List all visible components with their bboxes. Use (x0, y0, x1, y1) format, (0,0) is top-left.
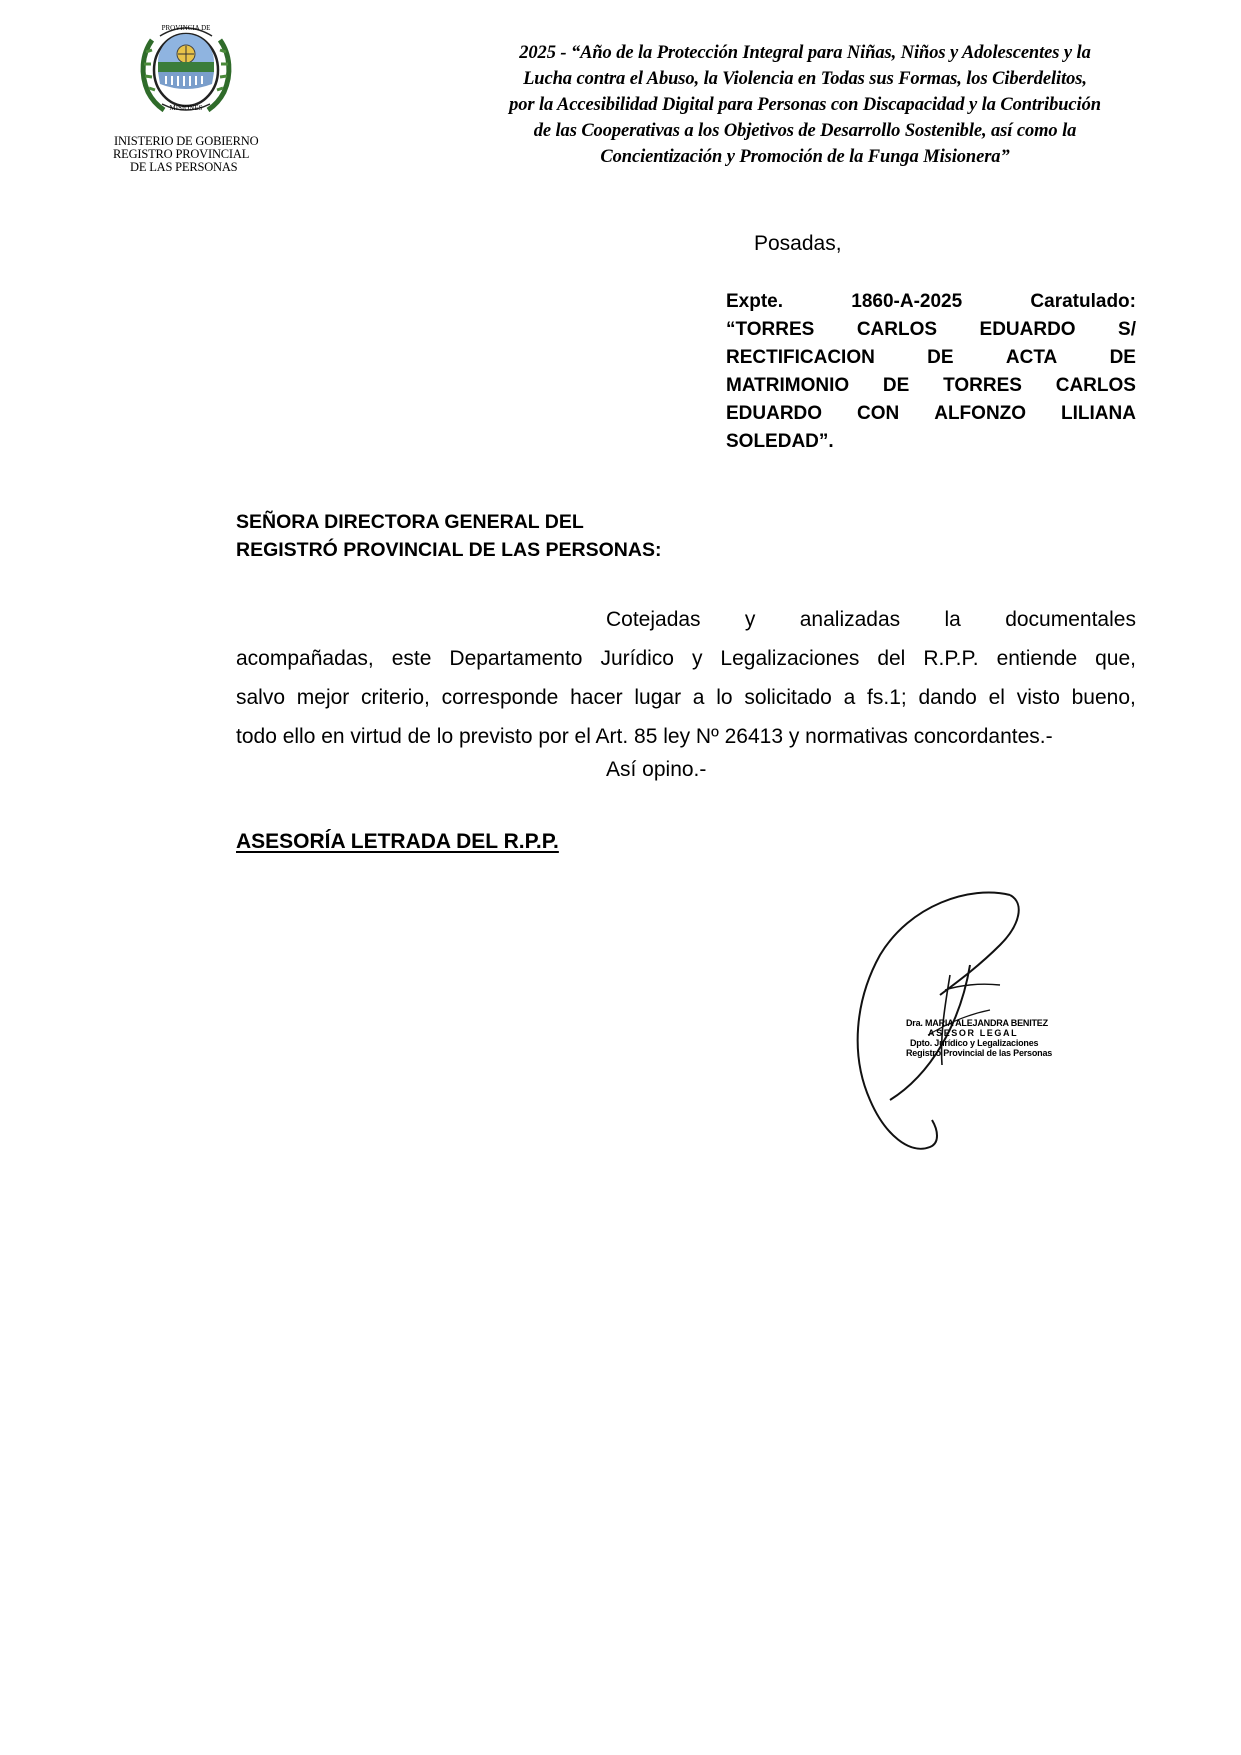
case-word: EDUARDO (726, 403, 823, 424)
case-reference-line (726, 372, 1136, 400)
case-word: DE (927, 347, 954, 368)
stamp-line: Dra. MARIA ALEJANDRA BENITEZ (906, 1018, 1048, 1028)
body-word: R.P.P. (923, 647, 979, 670)
stamp-line: Dpto. Jurídico y Legalizaciones (910, 1038, 1039, 1048)
body-word: Cotejadas (606, 608, 701, 631)
body-word: y (744, 608, 756, 631)
case-reference-line (726, 288, 1136, 316)
body-word: salvo (236, 686, 286, 709)
case-word: LILIANA (1061, 403, 1136, 424)
case-word: ACTA (1005, 347, 1058, 368)
body-word: acompañadas, (236, 647, 374, 670)
place-line: Posadas, (754, 232, 842, 255)
case-word: MATRIMONIO (726, 375, 850, 396)
case-reference-line (726, 316, 1136, 344)
body-word: la (944, 608, 961, 631)
case-word: ALFONZO (934, 403, 1027, 424)
signature-stamp (906, 1018, 1066, 1058)
year-motto-line: 2025 - “Año de la Protección Integral para Niñas, Niños y Adolescentes y la (519, 43, 1091, 63)
body-word: mejor (296, 686, 350, 709)
body-word: Departamento (449, 647, 583, 670)
case-word: Caratulado: (1030, 291, 1136, 312)
year-motto-line: Concientización y Promoción de la Funga Misionera” (600, 147, 1010, 167)
body-paragraph (236, 600, 1136, 756)
case-word: CON (857, 403, 900, 424)
body-word: Legalizaciones (720, 647, 860, 670)
case-word: S/ (1118, 319, 1136, 340)
agency-line: INISTERIO DE GOBIERNO (114, 134, 259, 148)
body-first-line (236, 600, 1136, 639)
body-word: visto (1016, 686, 1060, 709)
year-motto (455, 40, 1155, 170)
body-word: analizadas (799, 608, 901, 631)
body-word: lugar (634, 686, 682, 709)
body-word: fs.1; (867, 686, 907, 709)
body-word: lo (716, 686, 733, 709)
body-word: el (988, 686, 1005, 709)
closing-phrase: Así opino.- (606, 758, 707, 781)
body-word: hacer (570, 686, 623, 709)
case-word: EDUARDO (979, 319, 1076, 340)
case-reference-last-line: SOLEDAD”. (726, 431, 834, 452)
case-word: Expte. (726, 291, 784, 312)
body-word: que, (1095, 647, 1136, 670)
body-last-line: todo ello en virtud de lo previsto por el Art. 85 ley Nº 26413 y normativas concordantes.- (236, 725, 1053, 748)
body-word: este (391, 647, 432, 670)
body-line (236, 678, 1136, 717)
body-word: Jurídico (600, 647, 674, 670)
case-word: 1860-A-2025 (851, 291, 963, 312)
case-word: TORRES (943, 375, 1022, 396)
case-reference-line (726, 344, 1136, 372)
body-word: del (877, 647, 906, 670)
case-word: DE (882, 375, 910, 396)
year-motto-line: de las Cooperativas a los Objetivos de Desarrollo Sostenible, así como la (533, 121, 1077, 141)
addressee-line: SEÑORA DIRECTORA GENERAL DEL (236, 511, 584, 533)
year-motto-line: Lucha contra el Abuso, la Violencia en Todas sus Formas, los Ciberdelitos, (523, 69, 1087, 89)
case-reference (726, 288, 1136, 456)
body-word: corresponde (441, 686, 559, 709)
case-word: CARLOS (1055, 375, 1136, 396)
body-word: a (692, 686, 705, 709)
office-signature: ASESORÍA LETRADA DEL R.P.P. (236, 830, 559, 853)
year-motto-line: por la Accesibilidad Digital para Personas con Discapacidad y la Contribución (509, 95, 1101, 115)
agency-name (108, 135, 298, 174)
body-word: documentales (1005, 608, 1136, 631)
seal-text-top: PROVINCIA DE (161, 24, 211, 32)
addressee (236, 508, 661, 564)
body-word: y (691, 647, 703, 670)
agency-line: REGISTRO PROVINCIAL (113, 147, 250, 161)
case-reference-line (726, 400, 1136, 428)
stamp-line: Registro Provincial de las Personas (906, 1048, 1053, 1058)
case-word: “TORRES (726, 319, 815, 340)
addressee-line: REGISTRÓ PROVINCIAL DE LAS PERSONAS: (236, 539, 662, 561)
case-word: DE (1109, 347, 1136, 368)
agency-line: DE LAS PERSONAS (130, 160, 238, 174)
stamp-line: ASESOR LEGAL (928, 1028, 1019, 1038)
body-word: dando (918, 686, 977, 709)
body-line (236, 639, 1136, 678)
body-word: criterio, (361, 686, 430, 709)
case-word: CARLOS (856, 319, 938, 340)
case-word: RECTIFICACION (726, 347, 875, 368)
body-word: bueno, (1071, 686, 1136, 709)
body-word: entiende (996, 647, 1078, 670)
body-word: a (843, 686, 856, 709)
seal-text-bottom: MISIONES (169, 104, 203, 112)
body-word: solicitado (744, 686, 832, 709)
